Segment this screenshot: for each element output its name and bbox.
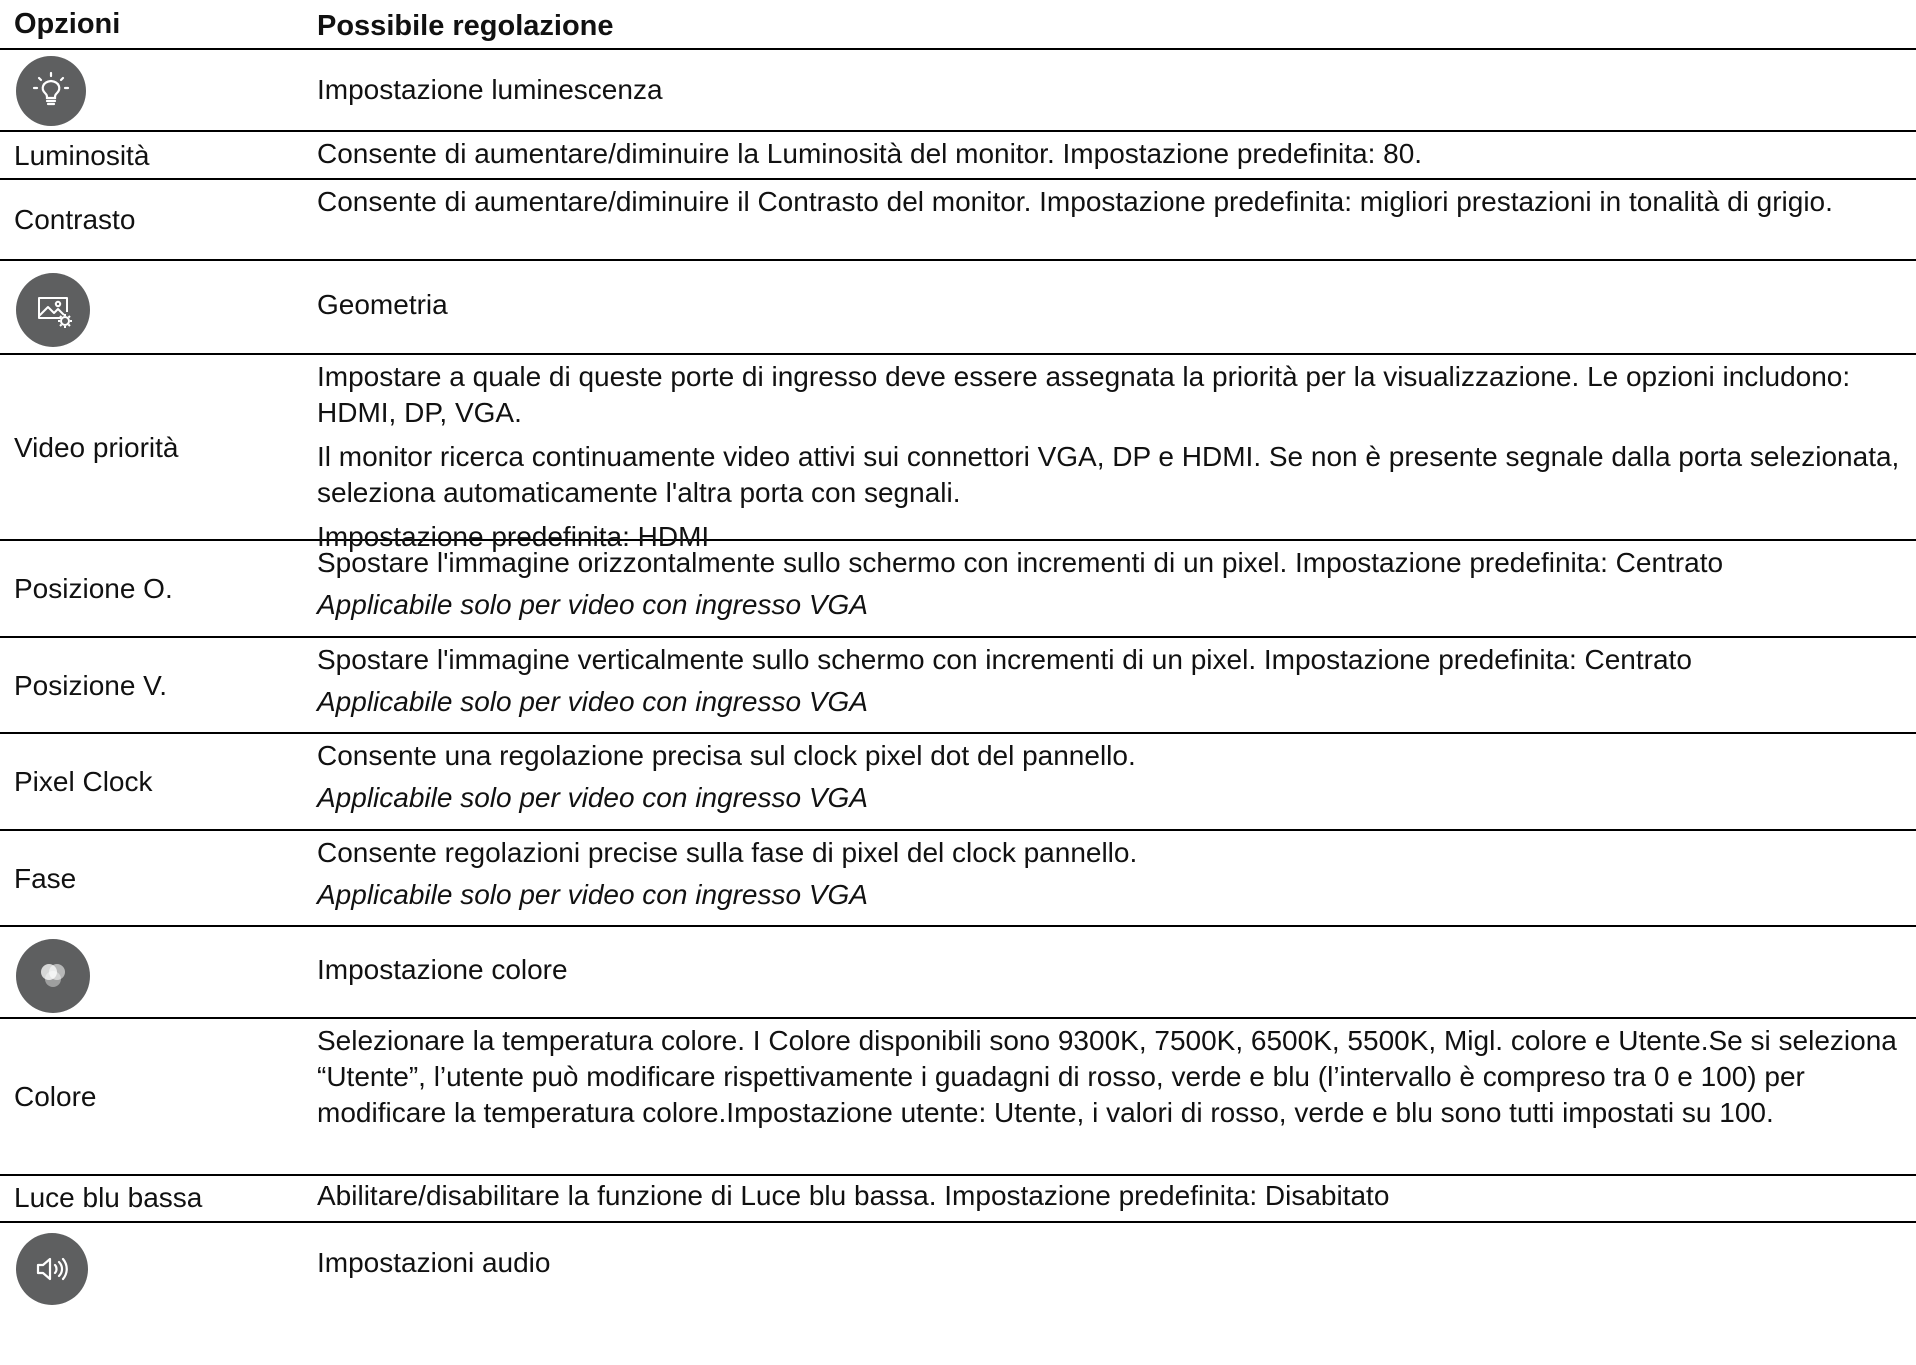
table-row-pixel-clock bbox=[0, 734, 1916, 831]
table-row-phase bbox=[0, 831, 1916, 927]
table-row-h-position bbox=[0, 541, 1916, 638]
vga-note: Applicabile solo per video con ingresso VGA bbox=[317, 686, 868, 717]
section-label: Impostazione colore bbox=[317, 954, 568, 985]
vga-note: Applicabile solo per video con ingresso VGA bbox=[317, 589, 868, 620]
table-row-brightness bbox=[0, 132, 1916, 180]
table-row-video-priority bbox=[0, 355, 1916, 552]
option-description bbox=[317, 1023, 1916, 1131]
table-row-color bbox=[0, 1019, 1916, 1176]
description-paragraph: Impostazione predefinita: HDMI bbox=[317, 521, 710, 552]
option-description bbox=[317, 835, 1916, 913]
section-row-luminescence bbox=[0, 50, 1916, 132]
section-label: Impostazioni audio bbox=[317, 1247, 551, 1278]
table-row-contrast bbox=[0, 180, 1916, 261]
description-paragraph: Spostare l'immagine verticalmente sullo schermo con incrementi di un pixel. Impostazione predefinita: Centrato bbox=[317, 644, 1692, 675]
description-paragraph: Consente una regolazione precisa sul clock pixel dot del pannello. bbox=[317, 740, 1136, 771]
description-paragraph: Selezionare la temperatura colore. I Colore disponibili sono 9300K, 7500K, 6500K, 5500K, Migl. colore e Utente.Se si seleziona “Utente”, l’utente può modificare rispettivamente i guadagni di rosso, verde e blu (l’intervallo è compreso tra 0 e 100) per modificare la temperatura colore.Impostazione utente: Utente, i valori di rosso, verde e blu sono tutti impostati su 100. bbox=[317, 1025, 1897, 1128]
header-options: Opzioni bbox=[14, 8, 121, 40]
option-name: Pixel Clock bbox=[14, 766, 153, 797]
option-description bbox=[317, 359, 1916, 555]
description-paragraph: Spostare l'immagine orizzontalmente sullo schermo con incrementi di un pixel. Impostazione predefinita: Centrato bbox=[317, 547, 1724, 578]
speaker-icon bbox=[16, 1233, 88, 1305]
vga-note: Applicabile solo per video con ingresso VGA bbox=[317, 782, 868, 813]
option-name: Posizione O. bbox=[14, 573, 173, 604]
table-header bbox=[0, 0, 1916, 50]
option-description bbox=[317, 642, 1916, 720]
option-name: Contrasto bbox=[14, 204, 136, 235]
color-circles-icon bbox=[16, 939, 90, 1013]
option-name: Video priorità bbox=[14, 432, 179, 463]
description-paragraph: Consente di aumentare/diminuire il Contrasto del monitor. Impostazione predefinita: migliori prestazioni in tonalità di grigio. bbox=[317, 186, 1833, 217]
description-paragraph: Consente regolazioni precise sulla fase di pixel del clock pannello. bbox=[317, 837, 1138, 868]
table-row-v-position bbox=[0, 638, 1916, 734]
vga-note: Applicabile solo per video con ingresso VGA bbox=[317, 879, 868, 910]
option-name: Posizione V. bbox=[14, 670, 168, 701]
description-paragraph: Impostare a quale di queste porte di ingresso deve essere assegnata la priorità per la visualizzazione. Le opzioni includono: HDMI, DP, VGA. bbox=[317, 361, 1851, 428]
option-description bbox=[317, 545, 1916, 623]
image-settings-icon bbox=[16, 273, 90, 347]
option-description bbox=[317, 136, 1916, 172]
description-paragraph: Il monitor ricerca continuamente video attivi sui connettori VGA, DP e HDMI. Se non è presente segnale dalla porta selezionata, seleziona automaticamente l'altra porta con segnali. bbox=[317, 441, 1900, 508]
option-name: Luminosità bbox=[14, 140, 150, 171]
table-row-low-blue-light bbox=[0, 1176, 1916, 1223]
section-row-color bbox=[0, 927, 1916, 1019]
option-description bbox=[317, 1178, 1916, 1214]
option-description bbox=[317, 184, 1916, 220]
option-name: Fase bbox=[14, 863, 77, 894]
lightbulb-icon bbox=[16, 56, 86, 126]
option-description bbox=[317, 738, 1916, 816]
section-label: Geometria bbox=[317, 289, 448, 320]
option-name: Luce blu bassa bbox=[14, 1182, 203, 1213]
description-paragraph: Consente di aumentare/diminuire la Luminosità del monitor. Impostazione predefinita: 80. bbox=[317, 138, 1423, 169]
description-paragraph: Abilitare/disabilitare la funzione di Luce blu bassa. Impostazione predefinita: Disabitato bbox=[317, 1180, 1390, 1211]
header-adjustment: Possibile regolazione bbox=[317, 10, 614, 42]
section-row-geometry bbox=[0, 261, 1916, 355]
section-row-audio bbox=[0, 1223, 1916, 1319]
section-label: Impostazione luminescenza bbox=[317, 74, 663, 105]
option-name: Colore bbox=[14, 1081, 97, 1112]
